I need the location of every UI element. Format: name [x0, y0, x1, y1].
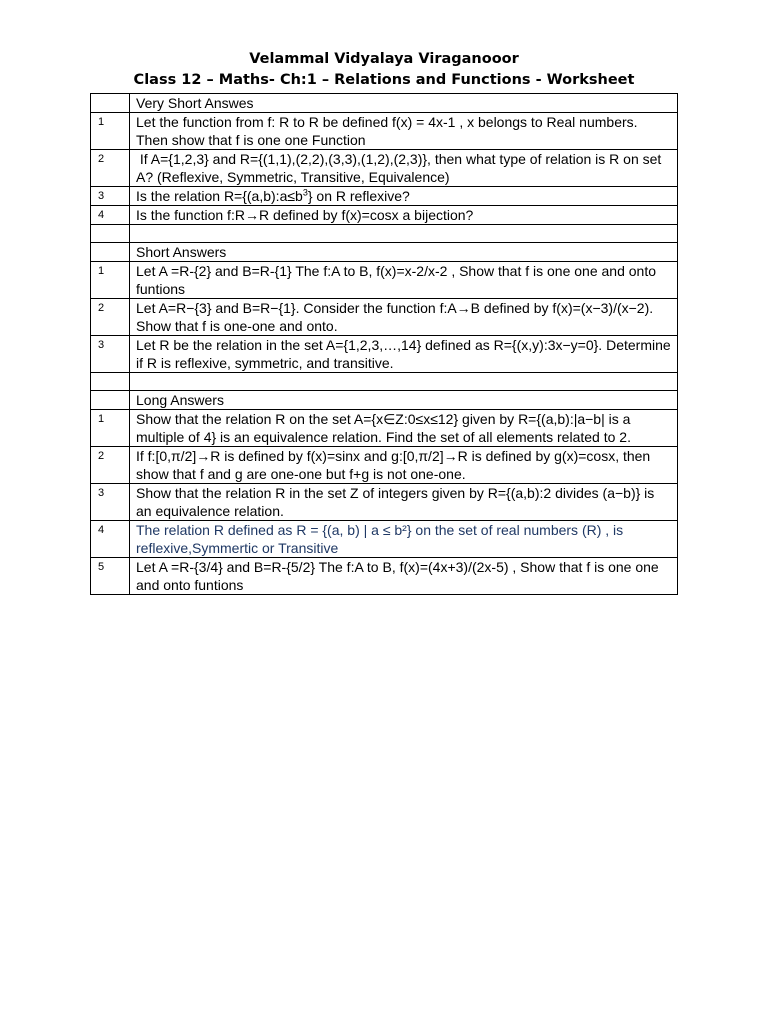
question-number: 2 — [91, 299, 130, 336]
question-text: Show that the relation R in the set Z of integers given by R={(a,b):2 divides (a−b)} is an equivalence relation. — [130, 484, 678, 521]
question-number: 1 — [91, 262, 130, 299]
question-row — [91, 299, 678, 336]
section-heading-row — [91, 391, 678, 410]
question-number: 2 — [91, 150, 130, 187]
blank-cell — [91, 94, 130, 113]
blank-cell — [91, 373, 130, 391]
question-number: 4 — [91, 206, 130, 225]
question-text-highlighted: The relation R defined as R = {(a, b) | a ≤ b²} on the set of real numbers (R) , is reflexive,Symmertic or Transitive — [130, 521, 678, 558]
section-heading-long: Long Answers — [130, 391, 678, 410]
question-text: Let A=R−{3} and B=R−{1}. Consider the function f:A→B defined by f(x)=(x−3)/(x−2). Show that f is one-one and onto. — [130, 299, 678, 336]
spacer-row — [91, 373, 678, 391]
blank-cell — [130, 373, 678, 391]
question-row — [91, 521, 678, 558]
question-number: 3 — [91, 187, 130, 206]
blank-cell — [91, 225, 130, 243]
blank-cell — [130, 225, 678, 243]
question-text-part: Is the relation R={(a,b):a≤b — [136, 188, 303, 204]
superscript-exponent: 3 — [302, 187, 308, 198]
question-text: Let R be the relation in the set A={1,2,3,…,14} defined as R={(x,y):3x−y=0}. Determine if R is reflexive, symmetric, and transitive. — [130, 336, 678, 373]
section-heading-row — [91, 94, 678, 113]
section-heading-short: Short Answers — [130, 243, 678, 262]
question-text: Show that the relation R on the set A={x∈Z:0≤x≤12} given by R={(a,b):|a−b| is a multiple of 4} is an equivalence relation. Find the set of all elements related to 2. — [130, 410, 678, 447]
question-number: 1 — [91, 113, 130, 150]
blank-cell — [91, 391, 130, 410]
question-row — [91, 410, 678, 447]
question-row — [91, 150, 678, 187]
question-number: 1 — [91, 410, 130, 447]
worksheet-table — [90, 93, 678, 595]
question-row — [91, 113, 678, 150]
question-text: Let the function from f: R to R be defined f(x) = 4x-1 , x belongs to Real numbers. Then show that f is one one Function — [130, 113, 678, 150]
blank-cell — [91, 243, 130, 262]
section-heading-very-short: Very Short Answes — [130, 94, 678, 113]
question-row — [91, 187, 678, 206]
question-number: 2 — [91, 447, 130, 484]
worksheet-title: Class 12 – Maths- Ch:1 – Relations and Functions - Worksheet — [133, 72, 635, 88]
question-number: 3 — [91, 484, 130, 521]
question-row — [91, 336, 678, 373]
question-text — [130, 187, 678, 206]
question-text: If f:[0,π/2]→R is defined by f(x)=sinx and g:[0,π/2]→R is defined by g(x)=cosx, then show that f and g are one-one but f+g is not one-one. — [130, 447, 678, 484]
question-text: Is the function f:R→R defined by f(x)=cosx a bijection? — [130, 206, 678, 225]
question-row — [91, 447, 678, 484]
question-row — [91, 558, 678, 595]
question-text-part: } on R reflexive? — [307, 188, 410, 204]
spacer-row — [91, 225, 678, 243]
question-number: 4 — [91, 521, 130, 558]
question-row — [91, 206, 678, 225]
question-text: If A={1,2,3} and R={(1,1),(2,2),(3,3),(1,2),(2,3)}, then what type of relation is R on set A? (Reflexive, Symmetric, Transitive, Equivalence) — [130, 150, 678, 187]
question-text: Let A =R-{2} and B=R-{1} The f:A to B, f(x)=x-2/x-2 , Show that f is one one and onto funtions — [130, 262, 678, 299]
question-row — [91, 262, 678, 299]
question-row — [91, 484, 678, 521]
section-heading-row — [91, 243, 678, 262]
question-text: Let A =R-{3/4} and B=R-{5/2} The f:A to B, f(x)=(4x+3)/(2x-5) , Show that f is one one and onto funtions — [130, 558, 678, 595]
question-number: 5 — [91, 558, 130, 595]
question-number: 3 — [91, 336, 130, 373]
school-name: Velammal Vidyalaya Viraganooor — [249, 51, 519, 67]
